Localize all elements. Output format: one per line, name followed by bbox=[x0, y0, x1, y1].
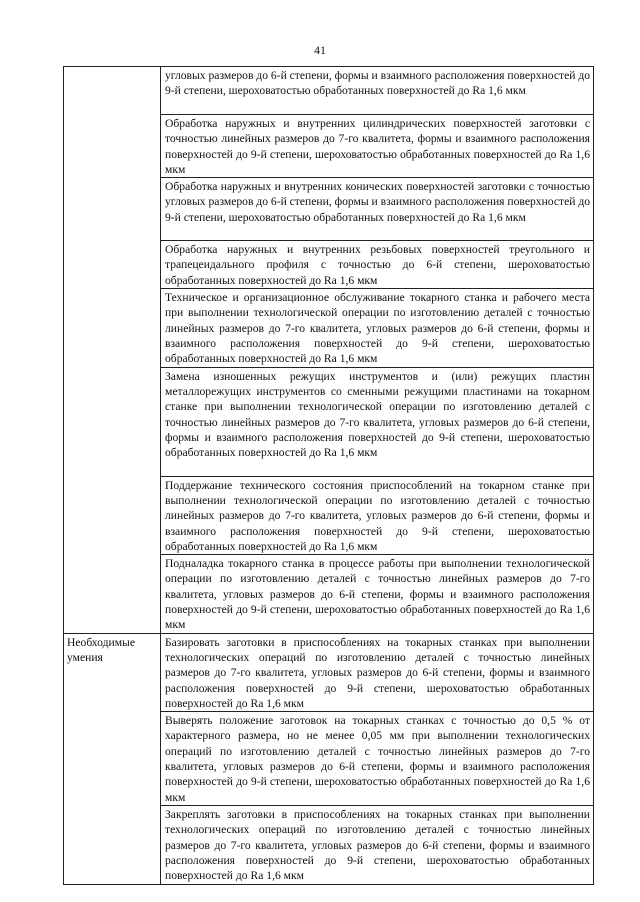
item-cell bbox=[161, 712, 594, 806]
item-cell bbox=[161, 289, 594, 367]
item-text: Замена изношенных режущих инструментов и (или) режущих пластин металлорежущих инструментов со сменными режущими пластинами на токарном станке при выполнении технологической операции по изготовлению деталей с точностью линейных размеров до 7-го квалитета, угловых размеров до 6-й степени, формы и взаимного расположения поверхностей до 9-й степени, шероховатостью обработанных поверхностей до Ra 1,6 мкм bbox=[165, 369, 590, 460]
item-cell bbox=[161, 367, 594, 476]
item-text: Базировать заготовки в приспособлениях на токарных станках при выполнении технологических операций по изготовлению деталей с точностью линейных размеров до 7-го квалитета, угловых размеров до 6-й степени, формы и взаимного расположения поверхностей до 9-й степени, шероховатостью обработанных поверхностей до Ra 1,6 мкм bbox=[165, 635, 590, 710]
item-text: Обработка наружных и внутренних резьбовых поверхностей треугольного и трапецеидального профиля с точностью до 6-й степени, шероховатостью обработанных поверхностей до Ra 1,6 мкм bbox=[165, 243, 590, 287]
item-text: Техническое и организационное обслуживание токарного станка и рабочего места при выполнении технологической операции по изготовлению деталей с точностью линейных размеров до 7-го квалитета, угловых размеров до 6-й степени, формы и взаимного расположения поверхностей до 9-й степени, шероховатостью обработанных поверхностей до Ra 1,6 мкм bbox=[165, 291, 590, 366]
item-cell bbox=[161, 806, 594, 884]
item-text: Обработка наружных и внутренних конических поверхностей заготовки с точностью угловых размеров до 6-й степени, формы и взаимного расположения поверхностей до 9-й степени, шероховатостью обработанных поверхностей до Ra 1,6 мкм bbox=[165, 180, 591, 224]
table-row bbox=[64, 67, 594, 115]
table-row bbox=[64, 633, 594, 711]
item-cell bbox=[161, 476, 594, 554]
section-label-cell bbox=[64, 67, 161, 634]
page-number: 41 bbox=[314, 43, 326, 57]
item-cell bbox=[161, 115, 594, 178]
section-label-cell bbox=[64, 633, 161, 884]
item-cell bbox=[161, 178, 594, 241]
requirements-table bbox=[63, 66, 594, 885]
item-text: Выверять положение заготовок на токарных станках с точностью до 0,5 % от характерного размера, но не менее 0,05 мм при выполнении технологических операций по изготовлению деталей с точностью линейных размеров до 7-го квалитета, угловых размеров до 6-й степени, формы и взаимного расположения поверхностей до 9-й степени, шероховатостью обработанных поверхностей до Ra 1,6 мкм bbox=[165, 714, 590, 804]
item-text: угловых размеров до 6-й степени, формы и взаимного расположения поверхностей до 9-й степени, шероховатостью обработанных поверхностей до Ra 1,6 мкм bbox=[165, 69, 591, 98]
item-cell bbox=[161, 241, 594, 289]
item-text: Подналадка токарного станка в процессе работы при выполнении технологической операции по изготовлению деталей с точностью линейных размеров до 7-го квалитета, угловых размеров до 6-й степени, формы и взаимного расположения поверхностей до 9-й степени, шероховатостью обработанных поверхностей до Ra 1,6 мкм bbox=[165, 557, 590, 632]
section-label: Необходимые умения bbox=[67, 635, 135, 664]
item-cell bbox=[161, 633, 594, 711]
item-text: Поддержание технического состояния приспособлений на токарном станке при выполнении технологической операции по изготовлению деталей с точностью линейных размеров до 7-го квалитета, угловых размеров до 6-й степени, формы и взаимного расположения поверхностей до 9-й степени, шероховатостью обработанных поверхностей до Ra 1,6 мкм bbox=[165, 478, 590, 553]
item-cell bbox=[161, 555, 594, 633]
item-cell bbox=[161, 67, 594, 115]
item-text: Закреплять заготовки в приспособлениях на токарных станках при выполнении технологических операций по изготовлению деталей с точностью линейных размеров до 7-го квалитета, угловых размеров до 6-й степени, формы и взаимного расположения поверхностей до 9-й степени, шероховатостью обработанных поверхностей до Ra 1,6 мкм bbox=[165, 808, 590, 883]
item-text: Обработка наружных и внутренних цилиндрических поверхностей заготовки с точностью линейных размеров до 7-го квалитета, формы и взаимного расположения поверхностей до 9-й степени, шероховатостью обработанных поверхностей до Ra 1,6 мкм bbox=[165, 117, 590, 176]
